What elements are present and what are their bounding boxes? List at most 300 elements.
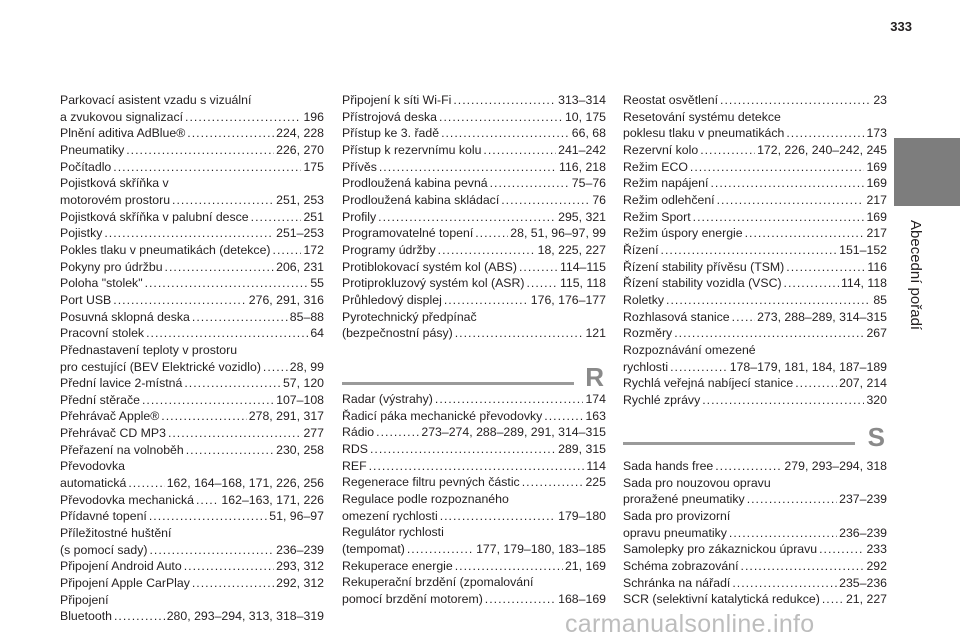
dot-leader: [149, 508, 267, 525]
index-term: Sada hands free: [623, 459, 714, 473]
index-entry: [623, 525, 887, 542]
index-entry: [342, 441, 606, 458]
index-entry: [60, 425, 324, 442]
dot-leader: [732, 575, 837, 592]
page-reference: 162–163, 171, 226: [221, 492, 324, 507]
index-term: Řízení stability vozidla (VSC): [623, 276, 782, 291]
index-term: motorovém prostoru: [60, 192, 171, 207]
index-entry: [342, 209, 606, 226]
index-term: opravu pneumatiky: [623, 525, 727, 540]
dot-leader: [273, 242, 302, 259]
index-entry: [60, 275, 324, 292]
index-entry: [342, 408, 606, 425]
index-entry: [60, 242, 324, 259]
index-term: (tempomat): [342, 541, 405, 556]
page-reference: 251, 253: [276, 192, 324, 207]
index-term: Programy údržby: [342, 242, 436, 257]
section-letter: R: [585, 362, 604, 392]
index-term: Parkovací asistent vzadu s vizuální: [60, 93, 252, 107]
dot-leader: [379, 159, 557, 176]
page-reference: 179–180: [558, 508, 606, 523]
dot-leader: [666, 292, 871, 309]
index-term: Regulace podle rozpoznaného: [342, 491, 509, 506]
dot-leader: [440, 508, 556, 525]
page-reference: 55: [310, 276, 324, 291]
page-reference: 320: [866, 392, 887, 407]
page-reference: 114–115: [559, 259, 606, 274]
page-reference: 235–236: [839, 575, 887, 590]
page-reference: 23: [873, 93, 887, 107]
index-entry: [60, 292, 324, 309]
index-entry: [623, 242, 887, 259]
dot-leader: [661, 242, 838, 259]
index-entry: [342, 524, 606, 541]
page-reference: 206, 231: [276, 259, 324, 274]
page-reference: 172: [303, 242, 324, 257]
page-reference: 267: [866, 326, 887, 341]
index-entry: [60, 608, 324, 625]
index-entry: [623, 109, 887, 126]
index-term: (bezpečnostní pásy): [342, 326, 453, 341]
page-reference: 28, 51, 96–97, 99: [510, 226, 606, 241]
page-reference: 18, 225, 227: [537, 242, 606, 257]
index-term: Rekuperační brzdění (zpomalování: [342, 575, 534, 590]
index-entry: [60, 159, 324, 176]
page-reference: 207, 214: [839, 376, 887, 391]
index-term: Programovatelné topení: [342, 226, 474, 241]
index-entry: [60, 592, 324, 609]
index-entry: [623, 325, 887, 342]
section-rule: [342, 382, 574, 385]
index-term: Přístup ke 3. řadě: [342, 126, 440, 141]
index-entry: [60, 442, 324, 459]
index-entry: [60, 192, 324, 209]
index-term: Řízení stability přívěsu (TSM): [623, 259, 785, 274]
dot-leader: [185, 109, 301, 126]
page-reference: 169: [866, 209, 887, 224]
page-reference: 224, 228: [276, 126, 324, 141]
dot-leader: [165, 259, 275, 276]
index-entry: [342, 424, 606, 441]
index-term: (s pomocí sady): [60, 542, 148, 557]
index-entry: [60, 92, 324, 109]
index-entry: [623, 558, 887, 575]
index-entry: [623, 541, 887, 558]
index-term: Bluetooth: [60, 609, 112, 624]
page-reference: 273, 288–289, 314–315: [757, 309, 887, 324]
index-term: Rychlé zprávy: [623, 392, 701, 407]
index-entry: [623, 192, 887, 209]
index-term: Pracovní stolek: [60, 326, 145, 341]
index-column-2: [342, 92, 606, 342]
index-entry: [60, 558, 324, 575]
page-reference: 313–314: [558, 93, 606, 107]
index-term: Protiblokovací systém kol (ABS): [342, 259, 517, 274]
index-term: Režim Sport: [623, 209, 691, 224]
page-reference: 276, 291, 316: [248, 292, 324, 307]
index-entry: [342, 292, 606, 309]
index-entry: [60, 125, 324, 142]
dot-leader: [104, 225, 274, 242]
page-reference: 177, 179–180, 183–185: [476, 541, 606, 556]
page-reference: 64: [310, 326, 324, 341]
index-entry: [342, 92, 606, 109]
index-term: Režim napájení: [623, 176, 709, 191]
page-reference: 10, 175: [564, 109, 606, 124]
page-reference: 237–239: [839, 492, 887, 507]
dot-leader: [149, 542, 274, 559]
index-entry: [60, 508, 324, 525]
page-reference: 217: [866, 226, 887, 241]
page-reference: 174: [585, 392, 606, 406]
index-entry: [60, 492, 324, 509]
dot-leader: [407, 541, 474, 558]
index-entry: [342, 391, 606, 408]
dot-leader: [435, 391, 584, 408]
index-term: Protiprokluzový systém kol (ASR): [342, 276, 525, 291]
index-term: Resetování systému detekce: [623, 109, 781, 124]
index-entry: [60, 325, 324, 342]
index-term: Připojení: [60, 592, 109, 607]
dot-leader: [490, 175, 570, 192]
dot-leader: [441, 125, 570, 142]
watermark: carmanualsonline.info: [565, 610, 815, 638]
index-entry: [623, 209, 887, 226]
index-term: Přívěs: [342, 159, 377, 174]
index-term: Přídavné topení: [60, 509, 147, 524]
index-term: Sada pro nouzovou opravu: [623, 475, 771, 490]
index-entry: [623, 225, 887, 242]
index-entry: [623, 309, 887, 326]
index-column-2-r: [342, 391, 606, 608]
page-reference: 173: [866, 126, 887, 141]
index-entry: [342, 508, 606, 525]
page-reference: 76: [592, 192, 606, 207]
index-term: Samolepky pro zákaznickou úpravu: [623, 542, 818, 557]
dot-leader: [729, 525, 837, 542]
index-entry: [342, 541, 606, 558]
page-reference: 57, 120: [282, 376, 324, 391]
index-entry: [60, 375, 324, 392]
index-term: Rychlá veřejná nabíjecí stanice: [623, 376, 794, 391]
dot-leader: [378, 209, 556, 226]
dot-leader: [184, 375, 281, 392]
index-entry: [60, 342, 324, 359]
index-entry: [342, 125, 606, 142]
dot-leader: [544, 408, 583, 425]
dot-leader: [519, 259, 558, 276]
index-column-3: [623, 92, 887, 408]
index-term: Převodovka mechanická: [60, 492, 194, 507]
page-reference: 279, 293–294, 318: [784, 459, 887, 473]
page-reference: 85–88: [289, 309, 324, 324]
page-reference: 178–179, 181, 184, 187–189: [729, 359, 887, 374]
index-entry: [60, 458, 324, 475]
index-term: Přehrávač CD MP3: [60, 426, 166, 441]
index-entry: [342, 242, 606, 259]
index-term: Režim ECO: [623, 159, 688, 174]
dot-leader: [251, 209, 302, 226]
page-reference: 289, 315: [558, 441, 606, 456]
index-entry: [60, 575, 324, 592]
page-reference: 163: [585, 408, 606, 423]
index-entry: [342, 309, 606, 326]
dot-leader: [146, 325, 308, 342]
dot-leader: [670, 359, 728, 376]
index-term: Přední stěrače: [60, 392, 140, 407]
section-tab: [894, 138, 960, 206]
index-entry: [60, 225, 324, 242]
section-letter: S: [867, 422, 885, 452]
index-term: Plnění aditiva AdBlue®: [60, 126, 186, 141]
dot-leader: [795, 375, 837, 392]
index-term: REF: [342, 458, 367, 473]
dot-leader: [439, 109, 563, 126]
index-term: Reostat osvětlení: [623, 93, 719, 107]
dot-leader: [501, 192, 590, 209]
dot-leader: [113, 159, 301, 176]
dot-leader: [113, 292, 247, 309]
index-term: Prodloužená kabina skládací: [342, 192, 500, 207]
page-reference: 292: [866, 558, 887, 573]
index-entry: [623, 175, 887, 192]
dot-leader: [715, 458, 782, 475]
index-entry: [623, 591, 887, 608]
index-entry: [342, 574, 606, 591]
index-entry: [60, 542, 324, 559]
dot-leader: [455, 558, 563, 575]
index-column-1: [60, 92, 324, 625]
index-entry: [342, 325, 606, 342]
page-reference: 121: [585, 326, 606, 341]
index-entry: [623, 92, 887, 109]
page-reference: 236–239: [276, 542, 324, 557]
index-entry: [342, 159, 606, 176]
index-term: Řadicí páka mechanické převodovky: [342, 408, 543, 423]
section-tab-label: Abecední pořadí: [907, 220, 924, 331]
index-entry: [60, 475, 324, 492]
index-term: Přeřazení na volnoběh: [60, 442, 184, 457]
page-reference: 225: [585, 475, 606, 490]
index-term: Připojení Apple CarPlay: [60, 576, 190, 591]
index-term: SCR (selektivní katalytická redukce): [623, 592, 820, 607]
dot-leader: [786, 125, 864, 142]
index-entry: [623, 142, 887, 159]
page-reference: 292, 312: [276, 576, 324, 591]
index-term: Regenerace filtru pevných částic: [342, 475, 520, 490]
dot-leader: [186, 442, 274, 459]
index-entry: [623, 359, 887, 376]
index-term: Prodloužená kabina pevná: [342, 176, 488, 191]
dot-leader: [187, 125, 274, 142]
index-term: Sada pro provizorní: [623, 508, 731, 523]
page-reference: 293, 312: [276, 559, 324, 574]
index-entry: [60, 142, 324, 159]
index-entry: [60, 525, 324, 542]
page-reference: 169: [866, 159, 887, 174]
page-reference: 85: [873, 292, 887, 307]
dot-leader: [453, 92, 556, 109]
index-entry: [623, 275, 887, 292]
index-entry: [342, 225, 606, 242]
index-term: Připojení k síti Wi-Fi: [342, 93, 452, 107]
index-term: RDS: [342, 441, 368, 456]
dot-leader: [693, 209, 865, 226]
index-entry: [60, 175, 324, 192]
index-entry: [60, 109, 324, 126]
dot-leader: [717, 192, 865, 209]
index-entry: [342, 142, 606, 159]
index-term: pro cestující (BEV Elektrické vozidlo): [60, 359, 261, 374]
index-term: Radar (výstrahy): [342, 392, 433, 406]
dot-leader: [370, 441, 556, 458]
index-term: Profily: [342, 209, 377, 224]
dot-leader: [376, 424, 419, 441]
dot-leader: [145, 275, 309, 292]
index-term: Regulátor rychlosti: [342, 525, 444, 540]
index-entry: [623, 342, 887, 359]
index-term: Rozhlasová stanice: [623, 309, 730, 324]
page-reference: 278, 291, 317: [248, 409, 324, 424]
dot-leader: [786, 259, 865, 276]
page-reference: 277: [303, 426, 324, 441]
index-entry: [60, 392, 324, 409]
page-reference: 273–274, 288–289, 291, 314–315: [421, 425, 606, 440]
page-reference: 295, 321: [558, 209, 606, 224]
page-reference: 251–253: [276, 226, 324, 241]
index-term: Režim odlehčení: [623, 192, 715, 207]
page-reference: 172, 226, 240–242, 245: [757, 142, 887, 157]
index-term: Posuvná sklopná deska: [60, 309, 190, 324]
index-term: Příležitostné huštění: [60, 526, 172, 541]
index-term: Pokyny pro údržbu: [60, 259, 163, 274]
page-reference: 280, 293–294, 313, 318–319: [166, 609, 324, 624]
dot-leader: [710, 175, 864, 192]
index-entry: [623, 159, 887, 176]
dot-leader: [674, 325, 864, 342]
index-term: Přehrávač Apple®: [60, 409, 160, 424]
dot-leader: [732, 309, 755, 326]
dot-leader: [690, 159, 865, 176]
dot-leader: [438, 242, 536, 259]
page-reference: 21, 227: [845, 592, 887, 607]
index-term: Poloha "stolek": [60, 276, 143, 291]
page-reference: 168–169: [558, 591, 606, 606]
index-term: Přístrojová deska: [342, 109, 438, 124]
page-reference: 107–108: [276, 392, 324, 407]
dot-leader: [126, 142, 274, 159]
dot-leader: [172, 192, 274, 209]
page-reference: 230, 258: [276, 442, 324, 457]
index-entry: [623, 375, 887, 392]
page-reference: 116: [867, 259, 887, 274]
page-reference: 51, 96–97: [269, 509, 324, 524]
index-term: Schránka na nářadí: [623, 575, 731, 590]
index-entry: [623, 575, 887, 592]
dot-leader: [128, 475, 164, 492]
dot-leader: [184, 558, 274, 575]
page-reference: 169: [866, 176, 887, 191]
index-entry: [60, 359, 324, 376]
index-term: Rekuperace energie: [342, 558, 453, 573]
dot-leader: [168, 425, 302, 442]
dot-leader: [522, 474, 584, 491]
dot-leader: [196, 492, 219, 509]
index-term: a zvukovou signalizací: [60, 109, 184, 124]
index-term: Port USB: [60, 292, 112, 307]
dot-leader: [455, 325, 584, 342]
index-term: Roletky: [623, 292, 665, 307]
index-term: proražené pneumatiky: [623, 492, 745, 507]
index-entry: [342, 259, 606, 276]
page-reference: 217: [866, 192, 887, 207]
dot-leader: [483, 142, 556, 159]
index-term: Pojistky: [60, 226, 103, 241]
index-entry: [623, 259, 887, 276]
page-reference: 176, 176–177: [530, 292, 606, 307]
index-term: Převodovka: [60, 459, 125, 474]
dot-leader: [526, 275, 558, 292]
index-term: Počítadlo: [60, 159, 112, 174]
index-term: Schéma zobrazování: [623, 558, 739, 573]
dot-leader: [702, 392, 864, 409]
index-entry: [342, 109, 606, 126]
page-reference: 175: [303, 159, 324, 174]
dot-leader: [822, 591, 844, 608]
dot-leader: [142, 392, 274, 409]
index-term: Pojistková skříňka v palubní desce: [60, 209, 249, 224]
section-header-r: [342, 362, 606, 392]
dot-leader: [114, 608, 165, 625]
index-term: Režim úspory energie: [623, 226, 743, 241]
page-reference: 196: [303, 109, 324, 124]
index-term: Přístup k rezervnímu kolu: [342, 142, 482, 157]
section-header-s: [623, 422, 887, 452]
section-rule: [623, 442, 855, 445]
page-reference: 114: [586, 458, 606, 473]
dot-leader: [192, 575, 274, 592]
page-reference: 236–239: [839, 525, 887, 540]
index-term: automatická: [60, 476, 127, 491]
index-entry: [623, 125, 887, 142]
page-reference: 114, 118: [840, 276, 887, 291]
index-entry: [623, 392, 887, 409]
index-entry: [60, 408, 324, 425]
dot-leader: [819, 541, 864, 558]
index-term: Rozměry: [623, 326, 673, 341]
index-entry: [342, 192, 606, 209]
index-entry: [623, 475, 887, 492]
page-reference: 116, 218: [559, 159, 606, 174]
dot-leader: [784, 275, 839, 292]
index-term: Přední lavice 2-místná: [60, 376, 183, 391]
index-term: omezení rychlosti: [342, 508, 438, 523]
page-reference: 241–242: [558, 142, 606, 157]
dot-leader: [700, 142, 755, 159]
dot-leader: [720, 92, 871, 109]
index-term: rychlosti: [623, 359, 669, 374]
dot-leader: [485, 591, 556, 608]
index-entry: [623, 491, 887, 508]
index-entry: [60, 209, 324, 226]
index-entry: [342, 491, 606, 508]
index-term: poklesu tlaku v pneumatikách: [623, 126, 785, 141]
page-reference: 115, 118: [559, 276, 606, 291]
dot-leader: [369, 458, 585, 475]
index-column-3-s: [623, 458, 887, 608]
index-entry: [342, 474, 606, 491]
page-reference: 75–76: [571, 176, 606, 191]
